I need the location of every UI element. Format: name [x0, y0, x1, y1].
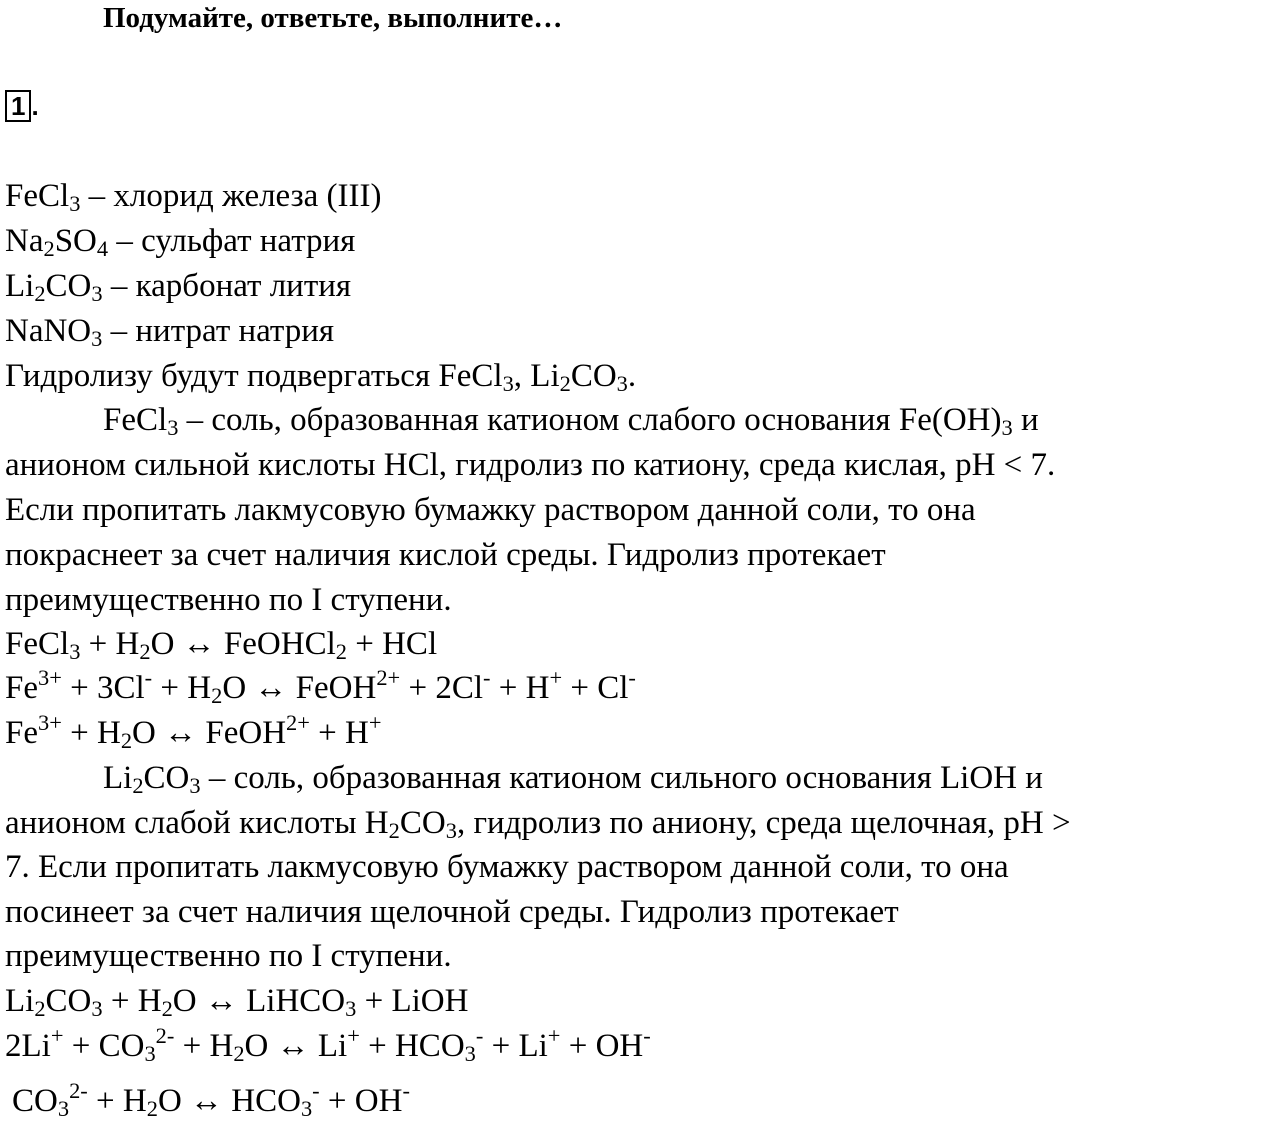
li2co3-molecular-equation: $Li_2CO_3 + H_2O$ ↔ LiHCO$_3$ + LiOH — [5, 983, 469, 1021]
li2co3-full-ionic-equation: $2Li^+ + CO_3^{2-} + H_2O$ ↔ $Li^+ + HCO_3^- + Li^+ + OH^-$ — [5, 1023, 651, 1066]
fecl3-paragraph-line: Если пропитать лакмусовую бумажку раствором данной соли, то она — [5, 492, 976, 528]
fecl3-paragraph-line: преимущественно по I ступени. — [5, 582, 452, 618]
li2co3-paragraph-line: посинеет за счет наличия щелочной среды. Гидролиз протекает — [5, 894, 899, 930]
section-heading: Подумайте, ответьте, выполните… — [103, 2, 563, 34]
salt-line-nano3: NaNO$_3$ – нитрат натрия — [5, 313, 335, 351]
li2co3-paragraph-line: анионом слабой кислоты $H_2CO_3$, гидролиз по аниону, среда щелочная, pH > — [5, 805, 1071, 843]
fecl3-paragraph-line: анионом сильной кислоты HCl, гидролиз по катиону, среда кислая, pH < 7. — [5, 447, 1056, 483]
li2co3-paragraph-line: 7. Если пропитать лакмусовую бумажку раствором данной соли, то она — [5, 849, 1009, 885]
task-number-suffix: . — [31, 91, 39, 121]
task-number — [5, 90, 39, 122]
salt-line-fecl3: FeCl$_3$ – хлорид железа (III) — [5, 178, 382, 216]
hydrolysis-summary: Гидролизу будут подвергаться FeCl$_3$, $Li_2CO_3$. — [5, 358, 637, 396]
salt-line-li2co3: $Li_2CO_3$ – карбонат лития — [5, 268, 352, 306]
li2co3-paragraph-line: $Li_2CO_3$ – соль, образованная катионом сильного основания LiOH и — [103, 760, 1043, 798]
fecl3-full-ionic-equation: $Fe^{3+} + 3Cl^- + H_2O$ ↔ FeOH$^{2+}$ + 2Cl- + H+ + Cl- — [5, 665, 636, 708]
fecl3-paragraph-line: FeCl$_3$ – соль, образованная катионом слабого основания $Fe(OH)_3$ и — [103, 402, 1039, 440]
task-number-box: 1 — [5, 90, 31, 122]
salt-line-na2so4: $Na_2SO_4$ – сульфат натрия — [5, 223, 356, 261]
fecl3-paragraph-line: покраснеет за счет наличия кислой среды. Гидролиз протекает — [5, 537, 886, 573]
fecl3-molecular-equation: FeCl$_3$ + $H_2O$ ↔ FeOHCl$_2$ + HCl — [5, 626, 438, 664]
li2co3-short-ionic-equation: $CO_3^{2-} + H_2O$ ↔ $HCO_3^- + OH^-$ — [12, 1078, 410, 1121]
li2co3-paragraph-line: преимущественно по I ступени. — [5, 938, 452, 974]
fecl3-short-ionic-equation: $Fe^{3+} + H_2O$ ↔ FeOH$^{2+}$ + H+ — [5, 710, 382, 753]
